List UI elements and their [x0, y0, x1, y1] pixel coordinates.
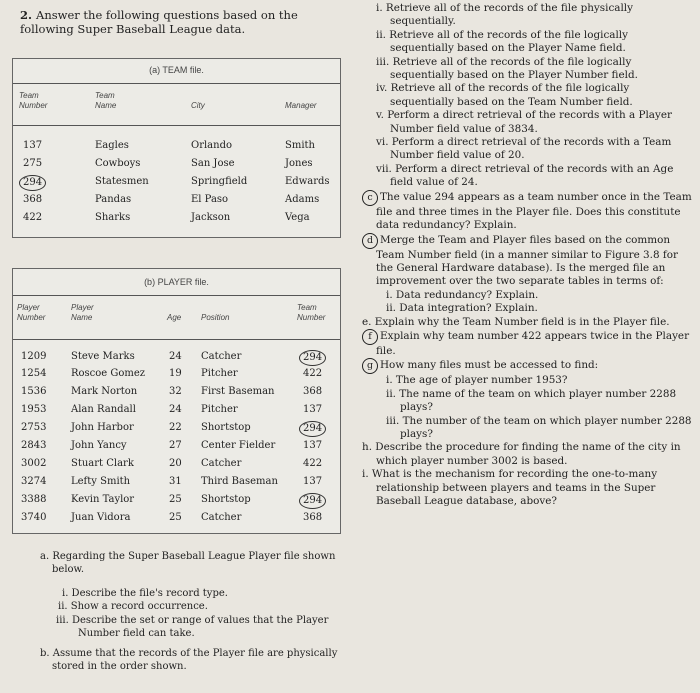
player-row: 1953 Alan Randall 24 Pitcher 137 [21, 404, 323, 415]
question-f: f Explain why team number 422 appears twice in the Player file. [362, 329, 694, 358]
team-row: 294 Statesmen Springfield Edwards [13, 175, 340, 189]
question-b: b. Assume that the records of the Player file are physically stored in the order shown. [40, 648, 338, 672]
question-e: e. Explain why the Team Number field is in the Player file. [362, 315, 670, 328]
player-row: 3002 Stuart Clark 20 Catcher 422 [21, 458, 323, 469]
question-b-v: v. Perform a direct retrieval of the records with a Player Number field value of 3834. [376, 109, 672, 135]
player-col-name-header: Player Name [71, 303, 94, 322]
circled-team-number: 294 [299, 421, 326, 437]
question-heading [20, 8, 350, 36]
question-d: d Merge the Team and Player files based on the common Team Number field (in a manner similar to Figure 3.8 for the General Hardware database). Is the merged file an improvement over the two separate tables in terms of: [362, 233, 694, 289]
circled-team-number: 294 [19, 175, 46, 191]
team-row: 422 Sharks Jackson Vega [23, 212, 310, 223]
question-c: c The value 294 appears as a team number once in the Team file and three times in the Player file. Does this constitute data redundancy? Explain. [362, 190, 694, 233]
player-row: 2753 John Harbor 22 Shortstop 294 [13, 421, 340, 435]
question-intro: Answer the following questions based on the following Super Baseball League data. [20, 8, 298, 36]
team-table [12, 58, 341, 238]
player-row: 3388 Kevin Taylor 25 Shortstop 294 [13, 493, 340, 507]
player-row: 1209 Steve Marks 24 Catcher 294 [13, 350, 340, 364]
circled-letter-c: c [362, 190, 378, 206]
player-table-caption: (b) PLAYER file. [144, 277, 209, 287]
question-a-i: i. Describe the file's record type. [62, 588, 228, 599]
circled-team-number: 294 [299, 493, 326, 509]
question-b-iii: iii. Retrieve all of the records of the file logically sequentially based on the Player Number field. [376, 55, 638, 82]
player-row: 2843 John Yancy 27 Center Fielder 137 [21, 440, 323, 451]
team-row: 275 Cowboys San Jose Jones [23, 158, 313, 169]
question-b-iv: iv. Retrieve all of the records of the file logically sequentially based on the Team Number field. [376, 82, 633, 108]
circled-team-number: 294 [299, 350, 326, 366]
question-i: i. What is the mechanism for recording the one-to-many relationship between players and teams in the Super Baseball League database, above? [362, 468, 658, 507]
question-b-ii: ii. Retrieve all of the records of the file logically sequentially based on the Player Name field. [376, 28, 628, 55]
player-col-age-header: Age [167, 313, 182, 322]
team-col-name-header: Team Name [95, 91, 117, 110]
question-a-iii: iii. Describe the set or range of values that the Player Number field can take. [56, 615, 329, 639]
circled-letter-g: g [362, 358, 378, 374]
player-row: 1536 Mark Norton 32 First Baseman 368 [21, 386, 323, 397]
question-a-ii: ii. Show a record occurrence. [58, 601, 208, 612]
question-b-vii: vii. Perform a direct retrieval of the records with an Age field value of 24. [376, 162, 674, 189]
question-g-ii: ii. The name of the team on which player number 2288 plays? [386, 387, 677, 414]
question-b-i: i. Retrieve all of the records of the file physically sequentially. [376, 2, 633, 28]
team-table-caption: (a) TEAM file. [149, 65, 204, 75]
question-d-i: i. Data redundancy? Explain. [386, 288, 539, 301]
team-col-number-header: Team Number [19, 91, 48, 110]
question-g-iii: iii. The number of the team on which player number 2288 plays? [386, 414, 692, 440]
player-row: 3740 Juan Vidora 25 Catcher 368 [21, 512, 323, 523]
team-col-city-header: City [191, 101, 205, 110]
player-col-number-header: Player Number [17, 303, 46, 322]
question-number: 2. [20, 8, 33, 22]
circled-letter-d: d [362, 233, 378, 249]
circled-letter-f: f [362, 329, 378, 345]
team-row: 137 Eagles Orlando Smith [23, 140, 315, 151]
player-col-position-header: Position [201, 313, 230, 322]
question-d-ii: ii. Data integration? Explain. [386, 302, 538, 315]
question-b-vi: vi. Perform a direct retrieval of the records with a Team Number field value of 20. [376, 136, 672, 162]
question-g-i: i. The age of player number 1953? [386, 374, 568, 387]
right-column-questions [362, 2, 694, 508]
question-h: h. Describe the procedure for finding the name of the city in which player number 3002 is based. [362, 441, 681, 467]
player-col-team-header: Team Number [297, 303, 326, 322]
team-row: 368 Pandas El Paso Adams [23, 194, 320, 205]
player-row: 3274 Lefty Smith 31 Third Baseman 137 [21, 476, 323, 487]
player-row: 1254 Roscoe Gomez 19 Pitcher 422 [21, 368, 323, 379]
question-g: g How many files must be accessed to find: [362, 358, 694, 374]
team-col-manager-header: Manager [285, 101, 317, 110]
question-a: a. Regarding the Super Baseball League Player file shown below. [40, 551, 336, 575]
player-table [12, 268, 341, 534]
